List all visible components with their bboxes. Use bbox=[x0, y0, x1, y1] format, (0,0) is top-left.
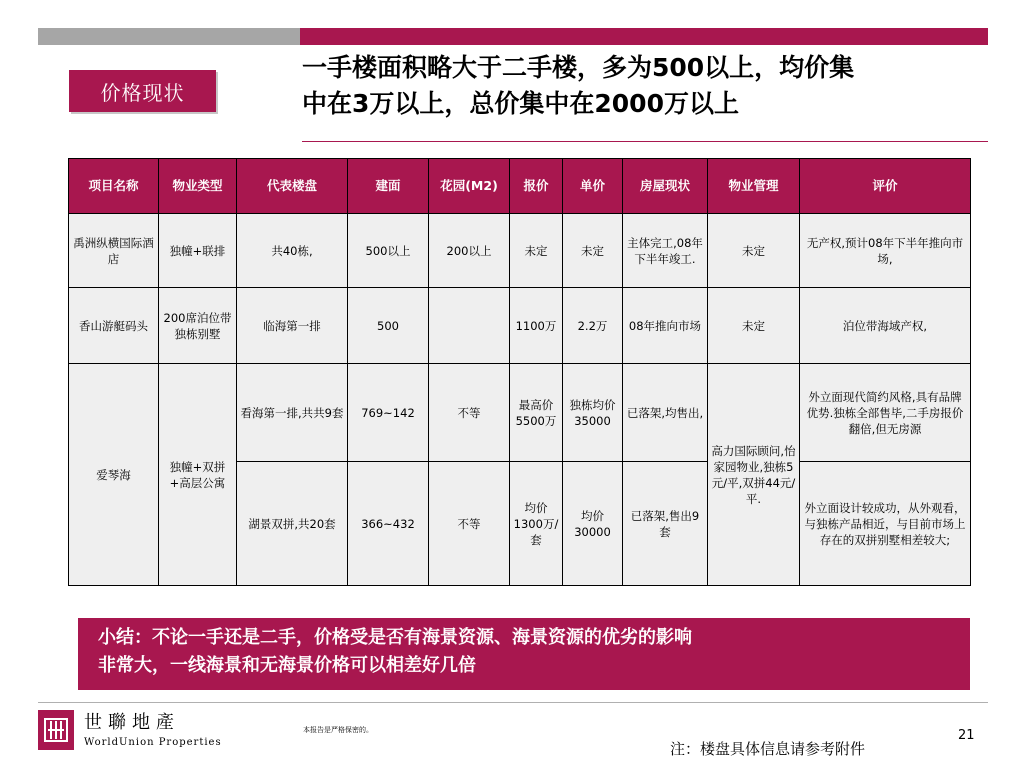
cell-unit-price: 未定 bbox=[563, 214, 623, 288]
cell-type: 独幢+双拼+高层公寓 bbox=[159, 364, 237, 586]
cell-status: 已落架,售出9套 bbox=[623, 462, 708, 586]
cell-area: 500以上 bbox=[348, 214, 429, 288]
cell-area: 769~142 bbox=[348, 364, 429, 462]
cell-type: 200席泊位带独栋别墅 bbox=[159, 288, 237, 364]
header-type: 物业类型 bbox=[159, 159, 237, 214]
table-row bbox=[69, 288, 971, 364]
company-logo-icon bbox=[38, 710, 74, 750]
header-area: 建面 bbox=[348, 159, 429, 214]
header-evaluation: 评价 bbox=[800, 159, 971, 214]
page-number: 21 bbox=[958, 728, 975, 743]
header-quote: 报价 bbox=[510, 159, 563, 214]
cell-management: 未定 bbox=[708, 288, 800, 364]
header-garden: 花园(M2) bbox=[429, 159, 510, 214]
page-headline bbox=[302, 50, 992, 122]
cell-garden: 200以上 bbox=[429, 214, 510, 288]
section-label: 价格现状 bbox=[69, 70, 216, 112]
logo-mark-icon bbox=[42, 715, 70, 745]
cell-status: 主体完工,08年下半年竣工. bbox=[623, 214, 708, 288]
cell-representative: 临海第一排 bbox=[237, 288, 348, 364]
footer-divider bbox=[38, 702, 988, 703]
cell-quote: 未定 bbox=[510, 214, 563, 288]
confidential-notice: 本报告是严格保密的。 bbox=[303, 726, 373, 734]
header-unit-price: 单价 bbox=[563, 159, 623, 214]
cell-unit-price: 均价30000 bbox=[563, 462, 623, 586]
cell-quote: 最高价5500万 bbox=[510, 364, 563, 462]
cell-unit-price: 2.2万 bbox=[563, 288, 623, 364]
cell-name: 禹洲纵横国际酒店 bbox=[69, 214, 159, 288]
cell-evaluation: 无产权,预计08年下半年推向市场, bbox=[800, 214, 971, 288]
cell-name: 爱琴海 bbox=[69, 364, 159, 586]
cell-name: 香山游艇码头 bbox=[69, 288, 159, 364]
cell-garden: 不等 bbox=[429, 364, 510, 462]
summary-line-2: 非常大，一线海景和无海景价格可以相差好几倍 bbox=[98, 655, 476, 676]
footnote: 注：楼盘具体信息请参考附件 bbox=[670, 740, 866, 758]
summary-line-1: 小结：不论一手还是二手，价格受是否有海景资源、海景资源的优劣的影响 bbox=[98, 627, 692, 648]
header-status: 房屋现状 bbox=[623, 159, 708, 214]
cell-management: 高力国际顾问,怡家园物业,独栋5元/平,双拼44元/平. bbox=[708, 364, 800, 586]
table-row bbox=[69, 214, 971, 288]
cell-status: 08年推向市场 bbox=[623, 288, 708, 364]
summary-box bbox=[78, 618, 970, 690]
cell-garden bbox=[429, 288, 510, 364]
cell-area: 366~432 bbox=[348, 462, 429, 586]
cell-quote: 均价1300万/套 bbox=[510, 462, 563, 586]
title-divider bbox=[302, 141, 988, 142]
cell-evaluation: 外立面现代简约风格,具有品牌优势.独栋全部售毕,二手房报价翻倍,但无房源 bbox=[800, 364, 971, 462]
cell-quote: 1100万 bbox=[510, 288, 563, 364]
price-table bbox=[68, 158, 971, 586]
header-management: 物业管理 bbox=[708, 159, 800, 214]
company-name-cn: 世聯地產 bbox=[84, 712, 180, 733]
table-header-row bbox=[69, 159, 971, 214]
top-gray-bar bbox=[38, 28, 300, 45]
cell-garden: 不等 bbox=[429, 462, 510, 586]
cell-representative: 湖景双拼,共20套 bbox=[237, 462, 348, 586]
cell-status: 已落架,均售出, bbox=[623, 364, 708, 462]
cell-management: 未定 bbox=[708, 214, 800, 288]
headline-line-2: 中在3万以上，总价集中在2000万以上 bbox=[302, 89, 739, 118]
cell-representative: 看海第一排,共共9套 bbox=[237, 364, 348, 462]
cell-area: 500 bbox=[348, 288, 429, 364]
cell-evaluation: 泊位带海域产权, bbox=[800, 288, 971, 364]
company-name-en: WorldUnion Properties bbox=[84, 737, 222, 748]
cell-representative: 共40栋, bbox=[237, 214, 348, 288]
cell-unit-price: 独栋均价35000 bbox=[563, 364, 623, 462]
headline-line-1: 一手楼面积略大于二手楼，多为500以上，均价集 bbox=[302, 53, 855, 82]
cell-type: 独幢+联排 bbox=[159, 214, 237, 288]
cell-evaluation: 外立面设计较成功，从外观看，与独栋产品相近，与目前市场上存在的双拼别墅相差较大; bbox=[800, 462, 971, 586]
header-representative: 代表楼盘 bbox=[237, 159, 348, 214]
top-accent-bar bbox=[300, 28, 988, 45]
header-name: 项目名称 bbox=[69, 159, 159, 214]
table-row bbox=[69, 364, 971, 462]
